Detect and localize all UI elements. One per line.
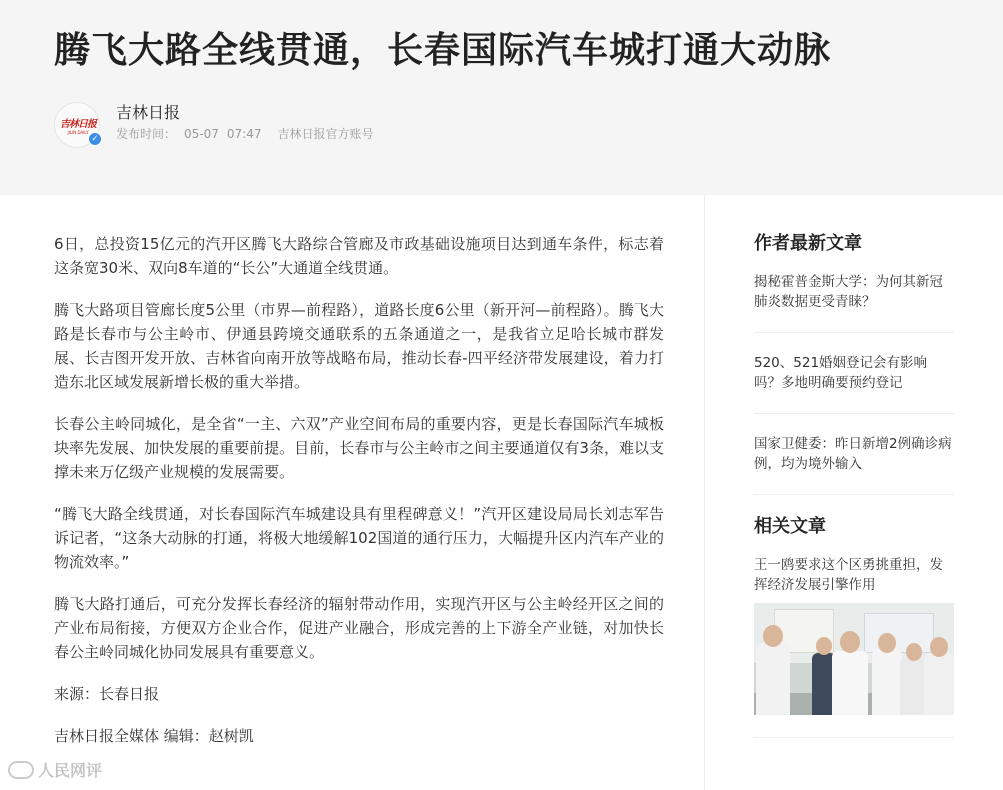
- thumbnail-person-head: [763, 625, 783, 647]
- thumbnail-person-head: [840, 631, 860, 653]
- related-articles-title: 相关文章: [754, 516, 826, 537]
- latest-article-link[interactable]: 520、521婚姻登记会有影响吗？多地明确要预约登记: [754, 353, 954, 414]
- watermark: [8, 758, 102, 781]
- thumbnail-person: [872, 649, 902, 715]
- publish-meta: [116, 125, 382, 142]
- publish-time: 07:47: [226, 127, 262, 141]
- related-article-link[interactable]: 王一鸥要求这个区勇挑重担，发挥经济发展引擎作用: [754, 557, 943, 593]
- publish-date: 05-07: [184, 127, 219, 141]
- thumbnail-person: [924, 653, 954, 715]
- thumbnail-display-board: [864, 613, 934, 653]
- sidebar: [754, 232, 954, 738]
- article-editor: 吉林日报全媒体 编辑：赵树凯: [54, 727, 254, 745]
- article-paragraph: 长春公主岭同城化，是全省“一主、六双”产业空间布局的重要内容，更是长春国际汽车城板块率先发展、加快发展的重要前提。目前，长春市与公主岭市之间主要通道仅有3条，难以支撑未来万亿级产业规模的发展需要。: [54, 415, 664, 481]
- avatar-logo-subtext: JILIN DAILY: [67, 130, 89, 135]
- author-name[interactable]: 吉林日报: [116, 103, 181, 122]
- sidebar-divider: [754, 737, 954, 738]
- publish-label: 发布时间：: [116, 127, 177, 141]
- article-paragraph: “腾飞大路全线贯通，对长春国际汽车城建设具有里程碑意义！”汽开区建设局局长刘志军告诉记者，“这条大动脉的打通，将极大地缓解102国道的通行压力，大幅提升区内汽车产业的物流效率。”: [54, 505, 664, 571]
- article-header: [0, 0, 1003, 195]
- thumbnail-person: [832, 651, 868, 715]
- article-title: 腾飞大路全线贯通，长春国际汽车城打通大动脉: [54, 30, 832, 71]
- article-source: 来源：长春日报: [54, 685, 160, 703]
- thumbnail-person-head: [906, 643, 922, 661]
- thumbnail-person-head: [816, 637, 832, 655]
- article-body: [54, 232, 664, 766]
- latest-articles-title: 作者最新文章: [754, 233, 862, 254]
- author-block: [54, 98, 654, 148]
- avatar-logo-text: 吉林日报: [60, 119, 96, 130]
- account-label: 吉林日报官方账号: [277, 127, 374, 141]
- article-paragraph: 腾飞大路项目管廊长度5公里（市界—前程路），道路长度6公里（新开河—前程路）。腾飞大路是长春市与公主岭市、伊通县跨境交通联系的五条通道之一，是我省立足哈长城市群发展、长吉图开发开放、吉林省向南开放等战略布局，推动长春-四平经济带发展建设，着力打造东北区域发展新增长极的重大举措。: [54, 301, 664, 391]
- column-divider: [704, 195, 705, 790]
- thumbnail-person: [756, 643, 790, 715]
- latest-article-link[interactable]: 国家卫健委：昨日新增2例确诊病例，均为境外输入: [754, 434, 954, 495]
- article-paragraph: 6日，总投资15亿元的汽开区腾飞大路综合管廊及市政基础设施项目达到通车条件，标志着这条宽30米、双向8车道的“长公”大通道全线贯通。: [54, 235, 664, 277]
- related-article-thumbnail[interactable]: [754, 603, 954, 715]
- watermark-logo-icon: [8, 761, 34, 779]
- latest-article-link[interactable]: 揭秘霍普金斯大学：为何其新冠肺炎数据更受青睐？: [754, 272, 954, 333]
- thumbnail-person-head: [878, 633, 896, 653]
- watermark-text: 人民网评: [38, 761, 103, 780]
- verified-icon: ✓: [88, 132, 102, 146]
- article-paragraph: 腾飞大路打通后，可充分发挥长春经济的辐射带动作用，实现汽开区与公主岭经开区之间的产业布局衔接，方便双方企业合作，促进产业融合，形成完善的上下游全产业链，对加快长春公主岭同城化协同发展具有重要意义。: [54, 595, 664, 661]
- thumbnail-person-head: [930, 637, 948, 657]
